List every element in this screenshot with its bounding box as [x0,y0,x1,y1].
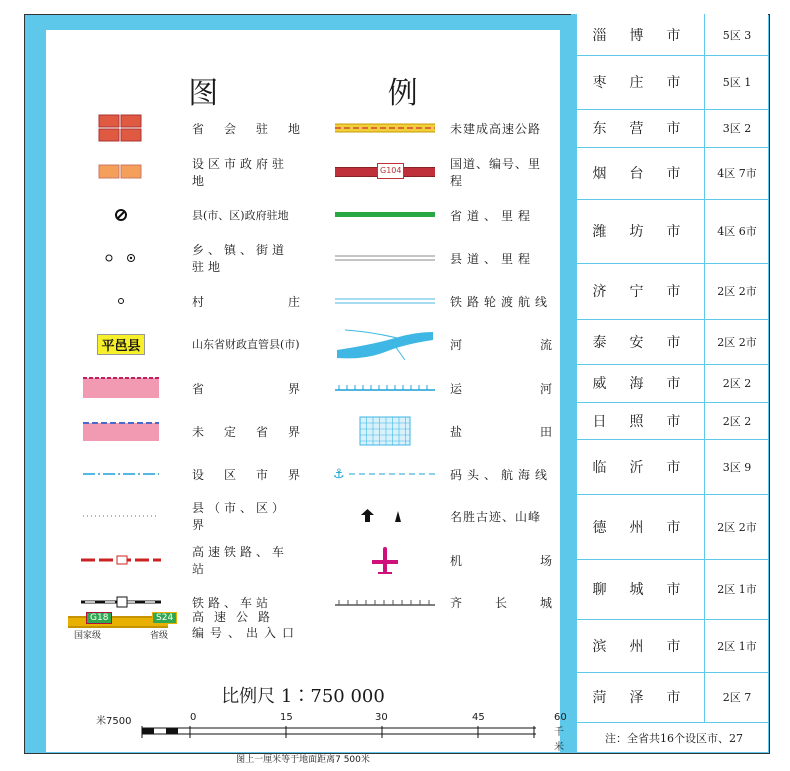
legend-label: 设区市政府驻地 [192,157,289,188]
city-division-count: 3区 2 [704,109,768,147]
legend-row [326,329,556,359]
city-row [577,439,768,495]
city-row [577,55,768,110]
scale-note: 图上一厘米等于地面距离7 500米 [236,755,370,765]
legend-label: 设 区 市 界 [192,467,300,482]
city-division-count: 2区 2市 [704,319,768,364]
scale-bar-graphic [96,724,536,744]
legend-label: 高速铁路、车站 [192,545,289,576]
legend-row [326,243,556,273]
city-name: 威 海 市 [592,376,681,392]
legend-label: 县（市、区）界 [192,501,289,532]
legend-row [46,545,306,575]
village-icon [56,286,186,316]
city-row [577,319,768,365]
legend-row [46,286,306,316]
city-division-count: 3区 9 [704,439,768,494]
legend-row [46,373,306,403]
legend-row [46,416,306,446]
legend-label: 县(市、区)政府驻地 [192,209,289,222]
legend-label: 山东省财政直管县(市) [192,338,300,351]
legend-row [326,459,556,489]
svg-text:⚓: ⚓ [333,467,345,482]
scale-tick-label: 0 [190,712,197,723]
city-division-count: 2区 2 [704,402,768,439]
legend-label: 省 界 [192,381,300,396]
legend-row [46,329,306,359]
city-row [577,364,768,403]
legend-row [46,113,306,143]
legend-label: 国道、编号、里程 [450,157,542,188]
river-icon [330,326,440,362]
airplane-icon [330,545,440,575]
legend-label: 省 会 驻 地 [192,121,300,136]
legend-label: 机 场 [450,553,552,568]
legend-label: 省道、里程 [450,208,536,223]
city-row [577,619,768,673]
city-name: 泰 安 市 [592,334,681,351]
city-name: 淄 博 市 [592,27,681,44]
national-road-icon [330,157,440,187]
legend-row [46,459,306,489]
national-label: 国家级 [74,631,102,641]
scale-tick-label: 60千米 [554,712,567,753]
canal-icon [330,373,440,403]
scale-tick-label: 45 [472,712,485,723]
legend-label: 村 庄 [192,294,300,309]
legend-label: 未建成高速公路 [450,121,542,136]
legend-row [326,545,556,575]
city-division-count: 5区 3 [704,14,768,55]
undetermined-boundary-icon [56,416,186,446]
expressway-legend-row [46,608,560,648]
legend-label: 齐 长 城 [450,595,552,610]
city-division-count: 2区 2市 [704,494,768,559]
legend-row [46,157,306,187]
pilot-county-badge: 平邑县 [97,334,144,355]
city-division-count: 2区 2市 [704,263,768,319]
city-row [577,147,768,200]
city-division-count: 5区 1 [704,55,768,109]
national-code-badge: G18 [86,612,112,624]
provincial-code-badge: S24 [152,612,177,624]
city-name: 东 营 市 [592,121,681,137]
city-division-count: 2区 1市 [704,619,768,672]
legend-label: 河 流 [450,337,552,352]
scale-title: 比例尺 1∶750 000 [221,686,385,707]
table-note: 注：全省共16个设区市、27 [605,732,743,745]
unbuilt-expressway-icon [330,113,440,143]
legend-label: 盐 田 [450,424,552,439]
city-name: 临 沂 市 [592,459,681,476]
city-name: 烟 台 市 [592,166,681,182]
city-division-count: 4区 7市 [704,147,768,199]
city-row [577,494,768,560]
scenic-peak-icon [330,501,440,531]
legend-label: 铁路、车站 [192,595,273,610]
legend-title: 图 例 [188,76,498,111]
legend-row [326,501,556,531]
city-name: 菏 泽 市 [592,690,681,706]
city-row [577,559,768,620]
county-boundary-icon [56,501,186,531]
legend-row [326,373,556,403]
expressway-label-2: 编号、出入口 [192,626,301,640]
city-name: 滨 州 市 [592,638,681,655]
legend-panel [46,30,567,765]
high-speed-rail-icon [56,545,186,575]
scale-tick-label: 米7500 [96,716,132,727]
city-row [577,402,768,440]
legend-label: 乡、镇、街道驻地 [192,243,289,274]
provincial-label: 省级 [150,631,169,641]
national-road-badge: G104 [377,163,404,179]
city-name: 日 照 市 [592,413,681,430]
legend-row [46,200,306,230]
provincial-capital-icon [56,113,186,143]
city-row [577,199,768,264]
provincial-road-icon [330,200,440,230]
city-division-count: 2区 1市 [704,559,768,619]
city-boundary-icon [56,459,186,489]
legend-label: 未 定 省 界 [192,424,300,439]
legend-row [326,416,556,446]
county-seat-icon [56,200,186,230]
legend-row [326,200,556,230]
legend-label: 县道、里程 [450,251,536,266]
legend-row [326,157,556,187]
legend-label: 码头、航海线 [450,467,553,482]
legend-row [46,501,306,531]
legend-row [326,286,556,316]
county-road-icon [330,243,440,273]
city-name: 德 州 市 [592,519,681,536]
city-row [577,672,768,723]
city-division-count: 2区 2 [704,364,768,402]
legend-label: 运 河 [450,381,552,396]
city-row [577,109,768,148]
township-icon [56,243,186,273]
city-name: 聊 城 市 [592,582,681,598]
city-row [577,263,768,320]
scale-bar [96,712,567,753]
city-name: 潍 坊 市 [592,224,681,240]
city-name: 枣 庄 市 [592,75,681,91]
city-row [577,14,768,56]
province-boundary-icon [56,373,186,403]
admin-division-table [577,14,768,752]
salt-field-icon [330,416,440,446]
scale-tick-label: 30 [375,712,388,723]
prefecture-seat-icon [56,157,186,187]
city-division-count: 4区 6市 [704,199,768,263]
rail-ferry-icon [330,286,440,316]
pilot-county-icon [56,329,186,359]
legend-label: 铁路轮渡航线 [450,294,553,309]
city-name: 济 宁 市 [592,284,681,300]
legend-row [326,113,556,143]
legend-row [46,243,306,273]
expressway-label-1: 高速公路 [192,610,281,624]
city-division-count: 2区 7 [704,672,768,722]
legend-label: 名胜古迹、山峰 [450,509,542,524]
anchor-icon [330,459,440,489]
scale-tick-label: 15 [280,712,293,723]
